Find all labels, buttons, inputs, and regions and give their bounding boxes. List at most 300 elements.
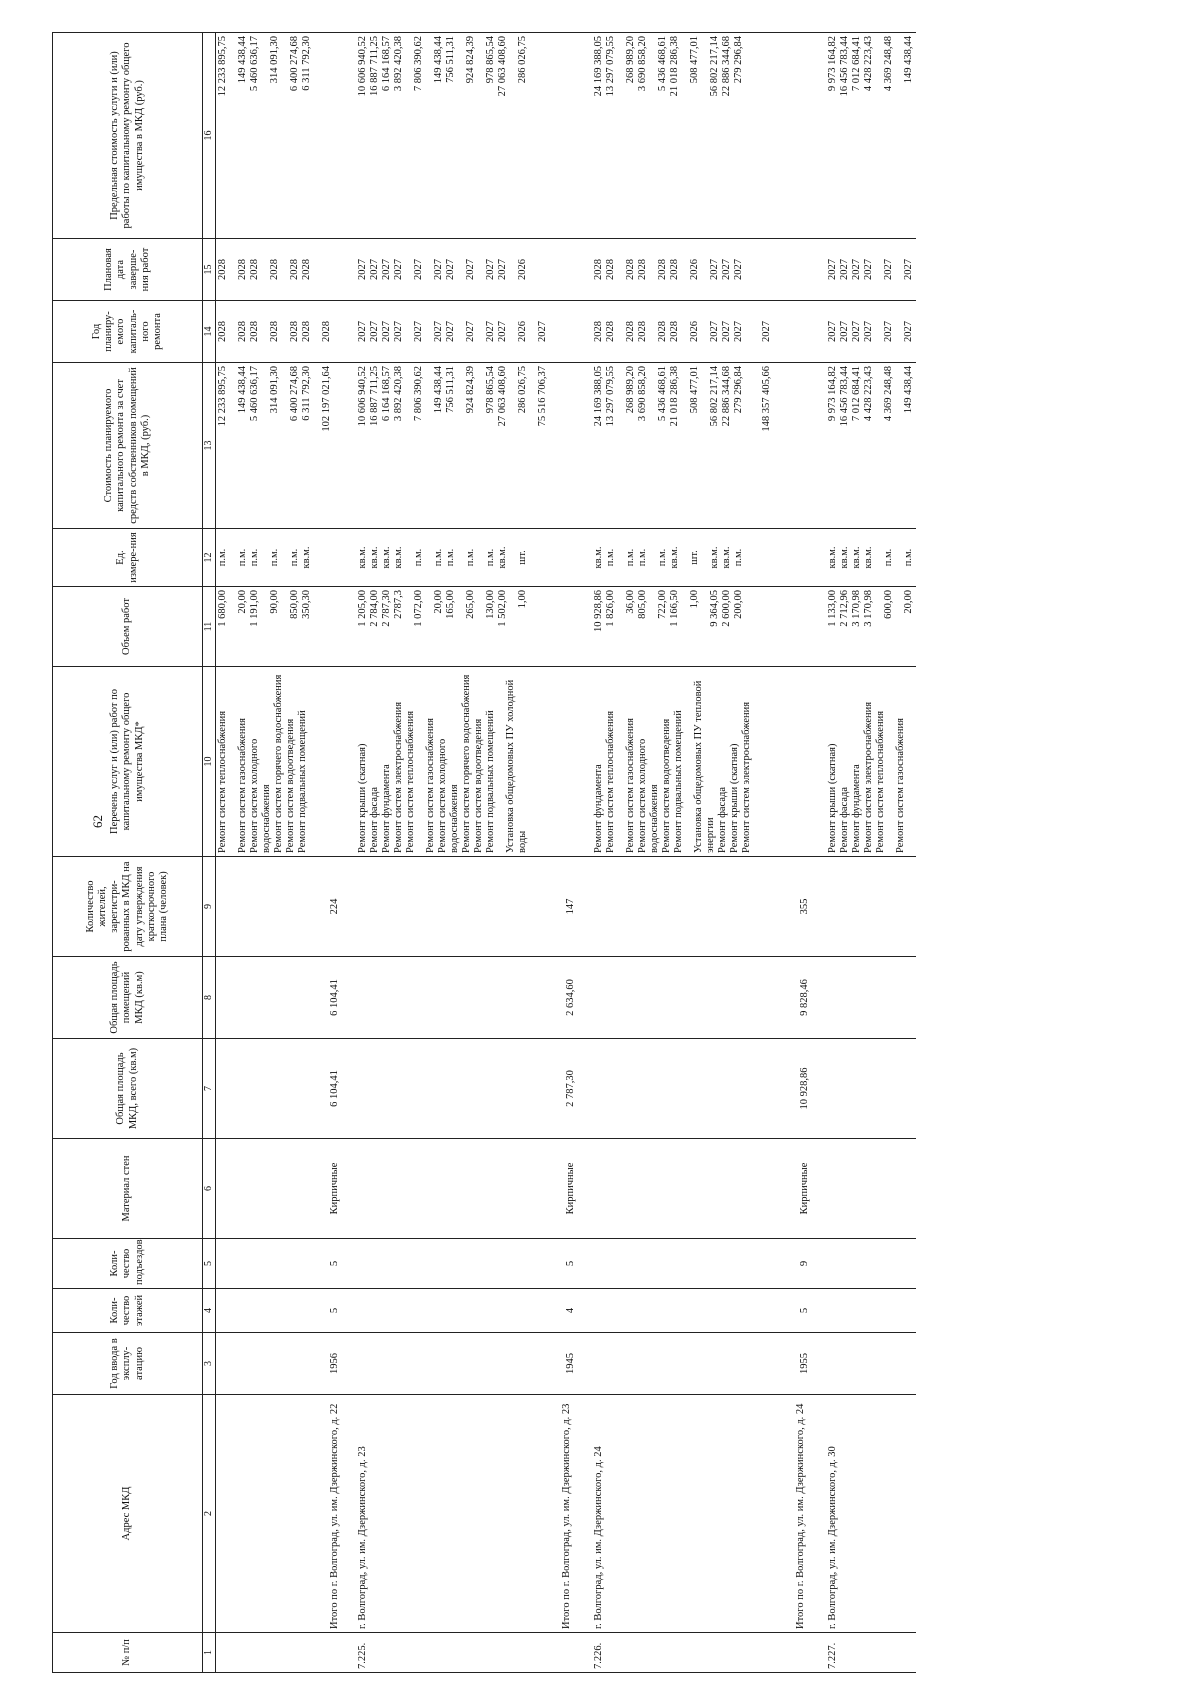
header-cell: Общая площадь МКД, всего (кв.м) (53, 1039, 203, 1139)
work-item: Ремонт подвальных помещений (296, 710, 308, 853)
limit-cost: 314 091,30 (268, 36, 280, 84)
repair-year: 2028 (636, 321, 648, 342)
work-cost: 13 297 079,55 (604, 366, 616, 427)
work-item: Ремонт систем газоснабжения (624, 718, 636, 853)
work-unit: кв.м. (862, 546, 874, 569)
work-unit: п.м. (903, 548, 914, 567)
column-number: 14 (203, 301, 216, 363)
work-volume: 3 170,98 (862, 590, 874, 627)
end-date: 2027 (380, 259, 392, 280)
limit-cost: 279 296,84 (733, 36, 745, 84)
work-volume: 850,00 (288, 590, 300, 619)
limit-cost: 149 438,44 (903, 36, 914, 84)
work-volume: 1 502,00 (497, 590, 509, 627)
work-volume: 2787,3 (392, 590, 404, 619)
column-number: 7 (203, 1039, 216, 1139)
house-row (578, 33, 812, 1673)
rooms-area: 9 828,46 (798, 979, 810, 1016)
work-item: Ремонт систем электроснабжения (862, 701, 874, 853)
column-number: 5 (203, 1239, 216, 1289)
work-volume: 1 072,00 (412, 590, 424, 627)
limit-cost: 756 511,31 (444, 36, 456, 83)
repair-year: 2027 (721, 321, 733, 342)
repair-year: 2028 (216, 321, 228, 342)
total-area: 2 787,30 (564, 1070, 576, 1107)
total-area: 10 928,86 (798, 1067, 810, 1110)
header-cell: Стоимость планируемого капитального ремонта за счет средств собственников помещений в МКД, (руб.) (53, 363, 203, 529)
work-cost: 4 428 223,43 (862, 366, 874, 422)
house-block-23 (342, 33, 578, 1673)
end-date: 2027 (850, 259, 862, 280)
limit-cost: 24 169 388,05 (592, 36, 604, 97)
work-volume: 20,00 (903, 590, 914, 614)
repair-year: 2027 (444, 321, 456, 342)
column-number: 6 (203, 1139, 216, 1239)
end-date: 2028 (288, 259, 300, 280)
floors-count: 5 (798, 1307, 810, 1314)
limit-cost: 16 456 783,44 (838, 36, 850, 97)
work-unit: кв.м. (356, 546, 368, 569)
work-unit: кв.м. (368, 546, 380, 569)
work-item: Ремонт систем электроснабжения (741, 701, 753, 853)
work-cost: 16 456 783,44 (838, 366, 850, 427)
limit-cost: 3 892 420,38 (392, 36, 404, 92)
end-date: 2027 (392, 259, 404, 280)
end-date: 2028 (236, 259, 248, 280)
row-number: 7.226. (592, 1642, 604, 1669)
rooms-area: 2 634,60 (564, 979, 576, 1016)
work-item: Ремонт фасада (368, 786, 380, 853)
work-unit: шт. (689, 550, 700, 565)
work-unit: п.м. (624, 548, 636, 567)
house-row (812, 33, 916, 1673)
work-volume: 350,30 (300, 590, 312, 619)
work-unit: кв.м. (709, 546, 721, 569)
limit-cost: 9 973 164,82 (826, 36, 838, 92)
wall-material: Кирпичные (328, 1162, 340, 1215)
header-cell: Адрес МКД (53, 1395, 203, 1633)
entrances-count: 9 (798, 1260, 810, 1267)
repair-year: 2027 (380, 321, 392, 342)
limit-cost: 16 887 711,25 (368, 36, 380, 96)
limit-cost: 21 018 286,38 (668, 36, 680, 97)
work-unit: кв.м. (592, 546, 604, 569)
end-date: 2028 (216, 259, 228, 280)
work-item: Ремонт систем водоотведения (660, 718, 672, 853)
work-item: Ремонт систем горячего водоснабжения (272, 674, 284, 853)
repair-year: 2027 (392, 321, 404, 342)
column-number: 1 (203, 1633, 216, 1673)
work-item: Ремонт систем газоснабжения (424, 718, 436, 853)
work-item: Ремонт систем водоотведения (473, 718, 485, 853)
house-row (215, 33, 342, 1673)
limit-cost: 56 802 217,14 (709, 36, 721, 97)
work-volume: 1 680,00 (216, 590, 228, 627)
limit-cost: 6 164 168,57 (380, 36, 392, 92)
work-volume: 1 133,00 (826, 590, 838, 627)
work-cost: 3 892 420,38 (392, 366, 404, 422)
work-cost: 27 063 408,60 (497, 366, 509, 427)
total-label: Итого по г. Волгоград, ул. им. Дзержинского, д. 23 (560, 1403, 572, 1629)
end-date: 2027 (882, 259, 894, 280)
end-date: 2026 (517, 259, 529, 280)
commission-year: 1956 (328, 1353, 340, 1374)
work-cost: 279 296,84 (733, 366, 745, 414)
house-block-22 (215, 33, 342, 1673)
work-volume: 2 784,00 (368, 590, 380, 627)
work-unit: кв.м. (850, 546, 862, 569)
work-unit: п.м. (236, 548, 248, 567)
work-volume: 200,00 (733, 590, 745, 619)
limit-cost: 508 477,01 (689, 36, 700, 84)
repair-year: 2027 (497, 321, 509, 342)
column-number: 2 (203, 1395, 216, 1633)
work-unit: п.м. (248, 548, 260, 567)
work-item: Ремонт систем электроснабжения (392, 701, 404, 853)
work-item: Ремонт крыши (скатная) (729, 743, 741, 853)
limit-cost: 5 436 468,61 (656, 36, 668, 92)
work-item: Ремонт систем газоснабжения (895, 718, 906, 853)
work-unit: п.м. (432, 548, 444, 567)
work-item: Ремонт фундамента (850, 764, 862, 853)
end-date: 2027 (733, 259, 745, 280)
work-unit: кв.м. (392, 546, 404, 569)
house-block-24 (578, 33, 812, 1673)
work-cost: 6 400 274,68 (288, 366, 300, 422)
repair-year: 2028 (248, 321, 260, 342)
limit-cost: 22 886 344,68 (721, 36, 733, 97)
work-cost: 508 477,01 (689, 366, 700, 414)
repair-year: 2027 (733, 321, 745, 342)
end-date: 2028 (624, 259, 636, 280)
limit-cost: 7 012 684,41 (850, 36, 862, 92)
end-date: 2027 (465, 259, 476, 280)
work-unit: п.м. (465, 548, 476, 567)
limit-cost: 149 438,44 (432, 36, 444, 84)
repair-year: 2028 (624, 321, 636, 342)
work-unit: п.м. (656, 548, 668, 567)
limit-cost: 978 865,54 (485, 36, 497, 84)
end-date: 2028 (668, 259, 680, 280)
repair-year: 2027 (709, 321, 721, 342)
work-unit: кв.м. (300, 546, 312, 569)
end-date: 2027 (432, 259, 444, 280)
entrances-count: 5 (564, 1260, 576, 1267)
work-volume: 10 928,86 (592, 590, 604, 632)
table-header (53, 33, 216, 1673)
end-date: 2028 (268, 259, 280, 280)
end-date: 2027 (368, 259, 380, 280)
column-number: 13 (203, 363, 216, 529)
repair-year: 2027 (850, 321, 862, 342)
repair-year: 2026 (689, 321, 700, 342)
work-cost: 314 091,30 (268, 366, 280, 414)
repair-year: 2028 (288, 321, 300, 342)
commission-year: 1945 (564, 1353, 576, 1374)
header-cell: Коли-чество этажей (53, 1289, 203, 1333)
wall-material: Кирпичные (564, 1162, 576, 1215)
header-cell: Перечень услуг и (или) работ по капитальному ремонту общего имущества МКД* (53, 667, 203, 857)
row-number: 7.227. (826, 1642, 838, 1669)
work-item: Ремонт подвальных помещений (485, 710, 497, 853)
repair-year: 2027 (485, 321, 497, 342)
work-volume: 1 826,00 (604, 590, 616, 627)
work-volume: 165,00 (444, 590, 456, 619)
work-unit: кв.м. (721, 546, 733, 569)
work-volume: 9 364,05 (709, 590, 721, 627)
column-number: 4 (203, 1289, 216, 1333)
work-cost: 24 169 388,05 (592, 366, 604, 427)
work-item: Ремонт систем водоотведения (284, 718, 296, 853)
total-cost: 75 516 706,37 (537, 366, 549, 427)
end-date: 2027 (721, 259, 733, 280)
entrances-count: 5 (328, 1260, 340, 1267)
row-number: 7.225. (356, 1642, 368, 1669)
work-volume: 2 600,00 (721, 590, 733, 627)
residents-count: 147 (564, 898, 576, 915)
work-item: Ремонт систем холодного водоснабжения (436, 738, 460, 853)
column-number: 11 (203, 587, 216, 667)
work-item: Установка общедомовых ПУ тепловой энергии (693, 680, 717, 853)
work-volume: 2 712,96 (838, 590, 850, 627)
repair-year: 2027 (412, 321, 424, 342)
column-number: 9 (203, 857, 216, 957)
work-volume: 2 787,30 (380, 590, 392, 627)
repair-year: 2027 (838, 321, 850, 342)
column-number-row (203, 33, 216, 1673)
work-item: Ремонт систем теплоснабжения (874, 710, 886, 853)
work-unit: п.м. (216, 548, 228, 567)
repair-year: 2028 (668, 321, 680, 342)
column-number: 10 (203, 667, 216, 857)
end-date: 2026 (689, 259, 700, 280)
work-cost: 5 460 636,17 (248, 366, 260, 422)
work-unit: п.м. (268, 548, 280, 567)
work-volume: 1,00 (517, 590, 529, 609)
work-volume: 805,00 (636, 590, 648, 619)
header-cell: Коли-чество подъездов (53, 1239, 203, 1289)
work-cost: 6 311 792,30 (300, 366, 312, 421)
work-unit: п.м. (412, 548, 424, 567)
work-volume: 1 191,00 (248, 590, 260, 627)
work-cost: 56 802 217,14 (709, 366, 721, 427)
work-cost: 9 973 164,82 (826, 366, 838, 422)
work-cost: 12 233 895,75 (216, 366, 228, 427)
work-unit: п.м. (485, 548, 497, 567)
work-cost: 149 438,44 (236, 366, 248, 414)
work-cost: 268 989,20 (624, 366, 636, 414)
work-unit: п.м. (882, 548, 894, 567)
rotated-table-sheet (52, 33, 1182, 1673)
page-number-text: 62 (90, 815, 105, 828)
header-cell: Год ввода в эксплу-атацию (53, 1333, 203, 1395)
work-item: Ремонт фундамента (380, 764, 392, 853)
column-number: 16 (203, 33, 216, 239)
work-volume: 90,00 (268, 590, 280, 614)
work-volume: 130,00 (485, 590, 497, 619)
wall-material: Кирпичные (798, 1162, 810, 1215)
work-cost: 16 887 711,25 (368, 366, 380, 426)
work-cost: 149 438,44 (432, 366, 444, 414)
work-item: Ремонт систем теплоснабжения (404, 710, 416, 853)
work-unit: кв.м. (838, 546, 850, 569)
work-unit: кв.м. (668, 546, 680, 569)
work-cost: 21 018 286,38 (668, 366, 680, 427)
work-item: Ремонт систем холодного водоснабжения (636, 738, 660, 853)
work-item: Ремонт фасада (717, 786, 729, 853)
repair-year: 2027 (862, 321, 874, 342)
column-number: 15 (203, 239, 216, 301)
house-address: г. Волгоград, ул. им. Дзержинского, д. 24 (592, 1446, 604, 1629)
work-item: Ремонт крыши (скатная) (356, 743, 368, 853)
total-label: Итого по г. Волгоград, ул. им. Дзержинского, д. 24 (794, 1403, 806, 1629)
end-date: 2027 (497, 259, 509, 280)
limit-cost: 7 806 390,62 (412, 36, 424, 92)
limit-cost: 924 824,39 (465, 36, 476, 84)
work-item: Ремонт подвальных помещений (673, 710, 684, 853)
work-cost: 4 369 248,48 (882, 366, 894, 422)
work-cost: 6 164 168,57 (380, 366, 392, 422)
repair-year: 2028 (268, 321, 280, 342)
house-block-30 (812, 33, 916, 1673)
work-unit: п.м. (288, 548, 300, 567)
column-number: 3 (203, 1333, 216, 1395)
end-date: 2028 (248, 259, 260, 280)
header-cell: Год планиру-емого капиталь-ного ремонта (53, 301, 203, 363)
work-volume: 722,00 (656, 590, 668, 619)
total-label: Итого по г. Волгоград, ул. им. Дзержинского, д. 22 (328, 1403, 340, 1629)
end-date: 2027 (444, 259, 456, 280)
house-address: г. Волгоград, ул. им. Дзержинского, д. 23 (356, 1446, 368, 1629)
repair-year: 2027 (356, 321, 368, 342)
work-cost: 5 436 468,61 (656, 366, 668, 422)
repair-year: 2027 (465, 321, 476, 342)
repair-year: 2026 (517, 321, 529, 342)
end-date: 2027 (826, 259, 838, 280)
limit-cost: 6 311 792,30 (300, 36, 312, 91)
house-row (342, 33, 578, 1673)
repair-year: 2027 (368, 321, 380, 342)
limit-cost: 3 690 858,20 (636, 36, 648, 92)
work-volume: 36,00 (624, 590, 636, 614)
repair-year: 2028 (656, 321, 668, 342)
repair-year: 2028 (236, 321, 248, 342)
capital-repair-table (52, 32, 916, 1673)
header-cell: Материал стен (53, 1139, 203, 1239)
floors-count: 4 (564, 1307, 576, 1314)
total-cost: 148 357 405,66 (761, 366, 773, 432)
header-cell: Объем работ (53, 587, 203, 667)
end-date: 2027 (485, 259, 497, 280)
repair-year: 2028 (300, 321, 312, 342)
repair-year: 2027 (903, 321, 914, 342)
commission-year: 1955 (798, 1353, 810, 1374)
repair-year: 2027 (432, 321, 444, 342)
work-unit: шт. (517, 550, 529, 565)
work-volume: 1,00 (689, 590, 700, 609)
repair-year: 2028 (592, 321, 604, 342)
end-date: 2027 (903, 259, 914, 280)
rooms-area: 6 104,41 (328, 979, 340, 1016)
header-cell: Ед. измере-ния (53, 529, 203, 587)
total-cost: 102 197 021,64 (320, 366, 332, 432)
residents-count: 355 (798, 898, 810, 915)
end-date: 2027 (356, 259, 368, 280)
residents-count: 224 (328, 898, 340, 915)
repair-year: 2027 (882, 321, 894, 342)
work-item: Ремонт систем теплоснабжения (604, 710, 616, 853)
work-unit: кв.м. (826, 546, 838, 569)
end-date: 2028 (592, 259, 604, 280)
work-item: Ремонт систем горячего водоснабжения (461, 674, 473, 853)
work-volume: 1 166,50 (668, 590, 680, 627)
work-volume: 600,00 (882, 590, 894, 619)
work-cost: 286 026,75 (517, 366, 529, 414)
limit-cost: 268 989,20 (624, 36, 636, 84)
repair-year: 2027 (826, 321, 838, 342)
work-item: Ремонт крыши (скатная) (826, 743, 838, 853)
end-date: 2028 (300, 259, 312, 280)
work-unit: п.м. (604, 548, 616, 567)
limit-cost: 286 026,75 (517, 36, 529, 84)
work-cost: 22 886 344,68 (721, 366, 733, 427)
end-date: 2028 (656, 259, 668, 280)
work-unit: кв.м. (380, 546, 392, 569)
work-item: Ремонт систем теплоснабжения (216, 710, 228, 853)
end-date: 2028 (636, 259, 648, 280)
column-number: 8 (203, 957, 216, 1039)
work-volume: 20,00 (432, 590, 444, 614)
work-cost: 149 438,44 (903, 366, 914, 414)
work-volume: 265,00 (465, 590, 476, 619)
header-cell: Предельная стоимость услуги и (или) работы по капитальному ремонту общего имущества в МКД (руб.) (53, 33, 203, 239)
end-date: 2027 (862, 259, 874, 280)
limit-cost: 4 428 223,43 (862, 36, 874, 92)
work-item: Ремонт фундамента (592, 764, 604, 853)
work-volume: 3 170,98 (850, 590, 862, 627)
work-cost: 7 806 390,62 (412, 366, 424, 422)
work-unit: п.м. (444, 548, 456, 567)
work-unit: п.м. (733, 548, 745, 567)
limit-cost: 4 369 248,48 (882, 36, 894, 92)
work-item: Ремонт фасада (838, 786, 850, 853)
limit-cost: 27 063 408,60 (497, 36, 509, 97)
work-cost: 924 824,39 (465, 366, 476, 414)
limit-cost: 6 400 274,68 (288, 36, 300, 92)
work-cost: 10 606 940,52 (356, 366, 368, 427)
total-plan-year: 2027 (537, 321, 549, 342)
work-item: Ремонт систем газоснабжения (236, 718, 248, 853)
house-address: г. Волгоград, ул. им. Дзержинского, д. 30 (826, 1446, 838, 1629)
work-cost: 7 012 684,41 (850, 366, 862, 422)
work-item: Ремонт систем холодного водоснабжения (248, 738, 272, 853)
floors-count: 5 (328, 1307, 340, 1314)
end-date: 2027 (709, 259, 721, 280)
work-unit: кв.м. (497, 546, 509, 569)
end-date: 2028 (604, 259, 616, 280)
limit-cost: 5 460 636,17 (248, 36, 260, 92)
total-plan-year: 2028 (320, 321, 332, 342)
work-item: Установка общедомовых ПУ холодной воды (505, 679, 529, 853)
work-volume: 1 205,00 (356, 590, 368, 627)
header-cell: № п/п (53, 1633, 203, 1673)
end-date: 2027 (838, 259, 850, 280)
work-cost: 978 865,54 (485, 366, 497, 414)
work-cost: 3 690 858,20 (636, 366, 648, 422)
column-number: 12 (203, 529, 216, 587)
work-volume: 20,00 (236, 590, 248, 614)
limit-cost: 12 233 895,75 (216, 36, 228, 97)
